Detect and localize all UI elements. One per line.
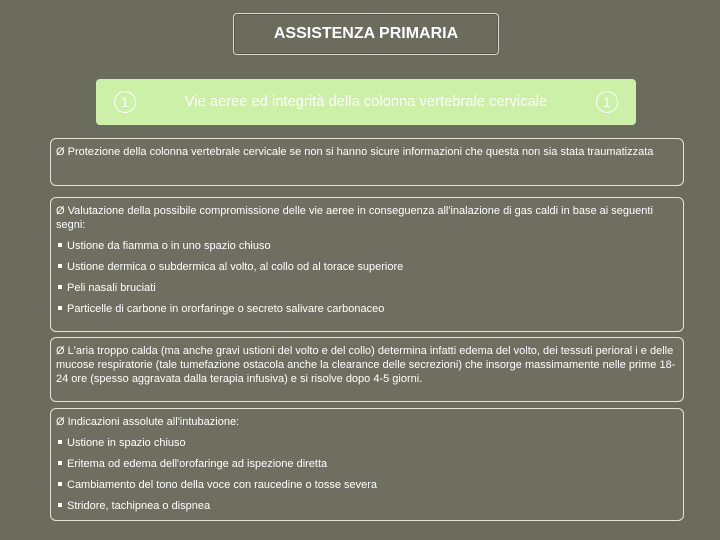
list-item: Ustione dermica o subdermica al volto, al collo od al torace superiore bbox=[56, 260, 678, 274]
list-item: Peli nasali bruciati bbox=[56, 281, 678, 295]
content-panel-4 bbox=[50, 408, 684, 521]
square-bullet-icon bbox=[58, 264, 62, 268]
section-header-text: Vie aeree ed integrità della colonna vertebrale cervicale bbox=[184, 94, 548, 110]
square-bullet-icon bbox=[58, 285, 62, 289]
panel-lead bbox=[56, 415, 678, 429]
list-item: Eritema od edema dell'orofaringe ad ispezione diretta bbox=[56, 457, 678, 471]
content-panel-3 bbox=[50, 337, 684, 402]
list-item: Ustione da fiamma o in uno spazio chiuso bbox=[56, 239, 678, 253]
list-item: Particelle di carbone in ororfaringe o secreto salivare carbonaceo bbox=[56, 302, 678, 316]
square-bullet-icon bbox=[58, 243, 62, 247]
square-bullet-icon bbox=[58, 461, 62, 465]
square-bullet-icon bbox=[58, 482, 62, 486]
panel-lead-text: Indicazioni assolute all'intubazione: bbox=[67, 416, 240, 428]
slide-title-box bbox=[233, 13, 499, 55]
list-item: Stridore, tachipnea o dispnea bbox=[56, 499, 678, 513]
panel-lead bbox=[56, 145, 678, 159]
arrow-bullet-icon: Ø bbox=[56, 416, 65, 428]
content-panel-1 bbox=[50, 138, 684, 186]
number-badge-right: 1 bbox=[596, 91, 618, 113]
number-badge-left: 1 bbox=[114, 91, 136, 113]
list-item: Ustione in spazio chiuso bbox=[56, 436, 678, 450]
panel-lead bbox=[56, 204, 678, 232]
arrow-bullet-icon: Ø bbox=[56, 345, 65, 357]
panel-lead-text: Protezione della colonna vertebrale cervicale se non si hanno sicure informazioni che questa non sia stata traumatizzata bbox=[67, 146, 654, 158]
section-header bbox=[96, 79, 636, 125]
content-panel-2 bbox=[50, 197, 684, 332]
square-bullet-icon bbox=[58, 440, 62, 444]
list-item: Cambiamento del tono della voce con raucedine o tosse severa bbox=[56, 478, 678, 492]
arrow-bullet-icon: Ø bbox=[56, 146, 65, 158]
slide-title: ASSISTENZA PRIMARIA bbox=[273, 25, 459, 42]
panel-lead-text: L'aria troppo calda (ma anche gravi ustioni del volto e del collo) determina infatti edema del volto, dei tessuti perioral i e delle mucose respiratorie (tale tumefazione ostacola anche la clearance delle secrezioni) che insorge massimamente nelle prime 18-24 ore (spesso aggravata dalla terapia infusiva) e si risolve dopo 4-5 giorni. bbox=[56, 345, 676, 385]
square-bullet-icon bbox=[58, 306, 62, 310]
panel-lead-text: Valutazione della possibile compromissione delle vie aeree in conseguenza all'inalazione di gas caldi in base ai seguenti segni: bbox=[56, 205, 653, 231]
square-bullet-icon bbox=[58, 503, 62, 507]
panel-lead bbox=[56, 344, 678, 386]
arrow-bullet-icon: Ø bbox=[56, 205, 65, 217]
